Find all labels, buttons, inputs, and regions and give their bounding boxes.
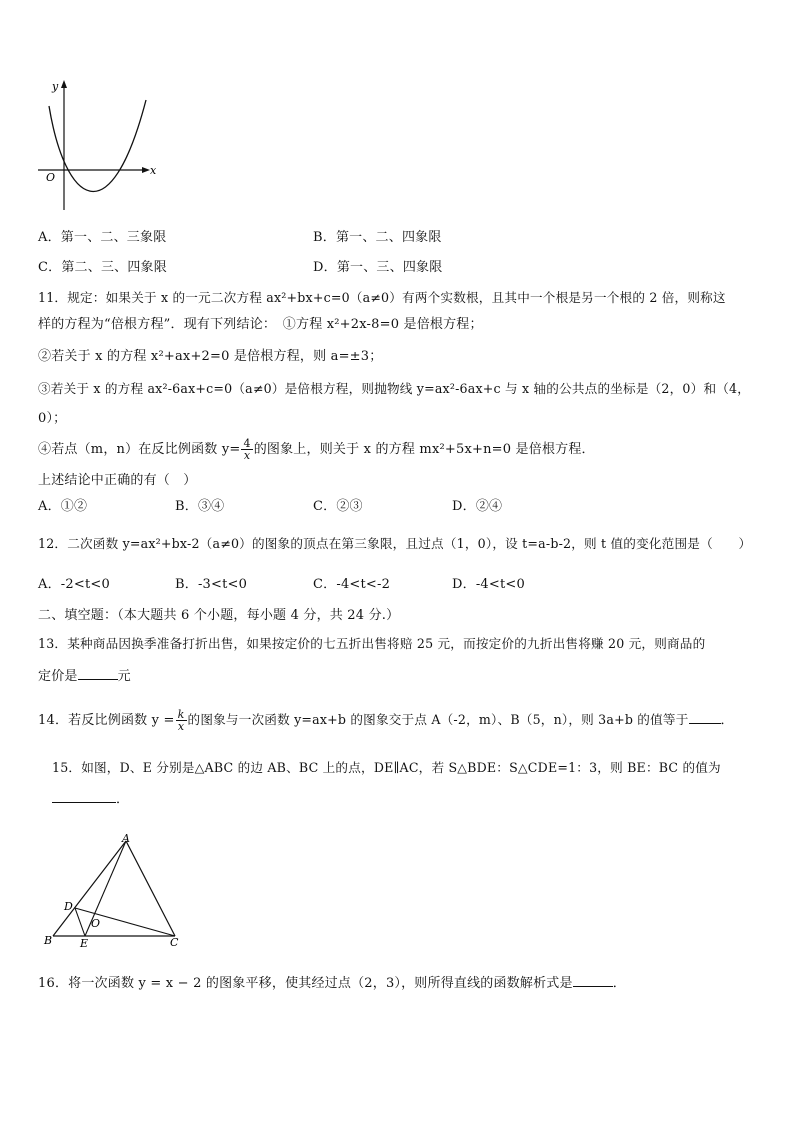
point-label-e: E — [80, 937, 89, 950]
q12-option-c: C．-4<t<-2 — [313, 577, 391, 592]
q15-answer-blank[interactable] — [52, 789, 116, 803]
q10-option-b: B．第一、二、四象限 — [313, 230, 442, 245]
fraction-denominator: x — [177, 720, 185, 733]
segment-ac — [126, 841, 175, 936]
section-fill-in-heading: 二、填空题：（本大题共 6 个小题，每小题 4 分，共 24 分.） — [38, 608, 400, 623]
q13-line-1: 13．某种商品因换季准备打折出售，如果按定价的七五折出售将赔 25 元，而按定价的九折出售将赚 20 元，则商品的 — [38, 636, 706, 651]
q10-option-c: C．第二、三、四象限 — [38, 260, 167, 275]
q13-line-2-post: 元 — [117, 669, 131, 684]
q11-line-6 — [38, 433, 595, 467]
q16-end: ． — [612, 976, 626, 991]
q15-end: ． — [116, 792, 130, 807]
segment-ab — [53, 841, 126, 936]
q11-option-d: D．②④ — [452, 499, 503, 514]
q14-post: 的图象与一次函数 y=ax+b 的图象交于点 A（-2，m）、B（5，n），则 3a+b 的值等于 — [187, 712, 689, 727]
q11-line-1: 11．规定：如果关于 x 的一元二次方程 ax²+bx+c=0（a≠0）有两个实数根，且其中一个根是另一个根的 2 倍，则称这 — [38, 290, 726, 305]
vertex-label-a: A — [122, 832, 130, 845]
parabola-graph — [30, 78, 170, 218]
segment-de — [75, 908, 85, 936]
fraction-4-over-x — [241, 438, 252, 461]
q16-answer-blank[interactable] — [573, 973, 613, 987]
q11-line-3: ②若关于 x 的方程 x²+ax+2=0 是倍根方程，则 a=±3； — [38, 349, 383, 364]
fraction-k-over-x — [176, 709, 187, 732]
triangle-figure — [40, 830, 190, 950]
q16-line — [38, 973, 626, 993]
q14-pre: 14．若反比例函数 y = — [38, 713, 175, 728]
q11-line-4: ③若关于 x 的方程 ax²-6ax+c=0（a≠0）是倍根方程，则抛物线 y=ax²-6ax+c 与 x 轴的公共点的坐标是（2，0）和（4， — [38, 381, 751, 396]
x-axis-label: x — [150, 164, 157, 177]
q11-line-7: 上述结论中正确的有（ ） — [38, 473, 197, 488]
fraction-numerator: k — [177, 708, 185, 721]
fraction-denominator: x — [243, 449, 251, 462]
x-axis-arrow — [142, 167, 150, 173]
q14-line — [38, 702, 734, 739]
q14-answer-blank[interactable] — [689, 710, 721, 724]
q11-line-2: 样的方程为“倍根方程”．现有下列结论： ①方程 x²+2x-8=0 是倍根方程； — [38, 317, 483, 332]
q11-line-6-post: 的图象上，则关于 x 的方程 mx²+5x+n=0 是倍根方程． — [253, 442, 595, 457]
q11-option-b: B．③④ — [175, 499, 225, 514]
q13-line-2 — [38, 666, 131, 686]
q12-line-1: 12．二次函数 y=ax²+bx-2（a≠0）的图象的顶点在第三象限，且过点（1，0），设 t=a-b-2，则 t 值的变化范围是（ ） — [38, 536, 752, 551]
fraction-numerator: 4 — [243, 437, 251, 450]
q10-option-a: A．第一、二、三象限 — [38, 230, 167, 245]
q12-option-b: B．-3<t<0 — [175, 577, 248, 592]
q12-option-d: D．-4<t<0 — [452, 577, 525, 592]
q14-end: ． — [720, 713, 734, 728]
q13-answer-blank[interactable] — [78, 666, 118, 680]
y-axis-label: y — [52, 80, 59, 93]
vertex-label-c: C — [170, 936, 179, 949]
q15-line-2 — [52, 789, 129, 809]
q11-line-5: 0）； — [38, 411, 67, 426]
q11-option-c: C．②③ — [313, 499, 363, 514]
segment-dc — [75, 908, 175, 936]
y-axis-arrow — [61, 80, 67, 88]
q11-line-6-pre: ④若点（m，n）在反比例函数 y= — [38, 442, 241, 457]
q12-option-a: A．-2<t<0 — [38, 577, 110, 592]
point-label-d: D — [64, 900, 73, 913]
q15-line-1: 15．如图，D、E 分别是△ABC 的边 AB、BC 上的点，DE∥AC，若 S△BDE：S△CDE=1：3，则 BE：BC 的值为 — [52, 760, 721, 775]
origin-label: O — [46, 171, 56, 184]
q11-option-a: A．①② — [38, 499, 88, 514]
point-label-o: O — [91, 917, 101, 930]
q10-option-d: D．第一、三、四象限 — [313, 260, 443, 275]
q13-line-2-pre: 定价是 — [38, 669, 78, 684]
q16-pre: 16．将一次函数 y = x − 2 的图象平移，使其经过点（2，3），则所得直线的函数解析式是 — [38, 976, 573, 991]
vertex-label-b: B — [44, 934, 53, 947]
